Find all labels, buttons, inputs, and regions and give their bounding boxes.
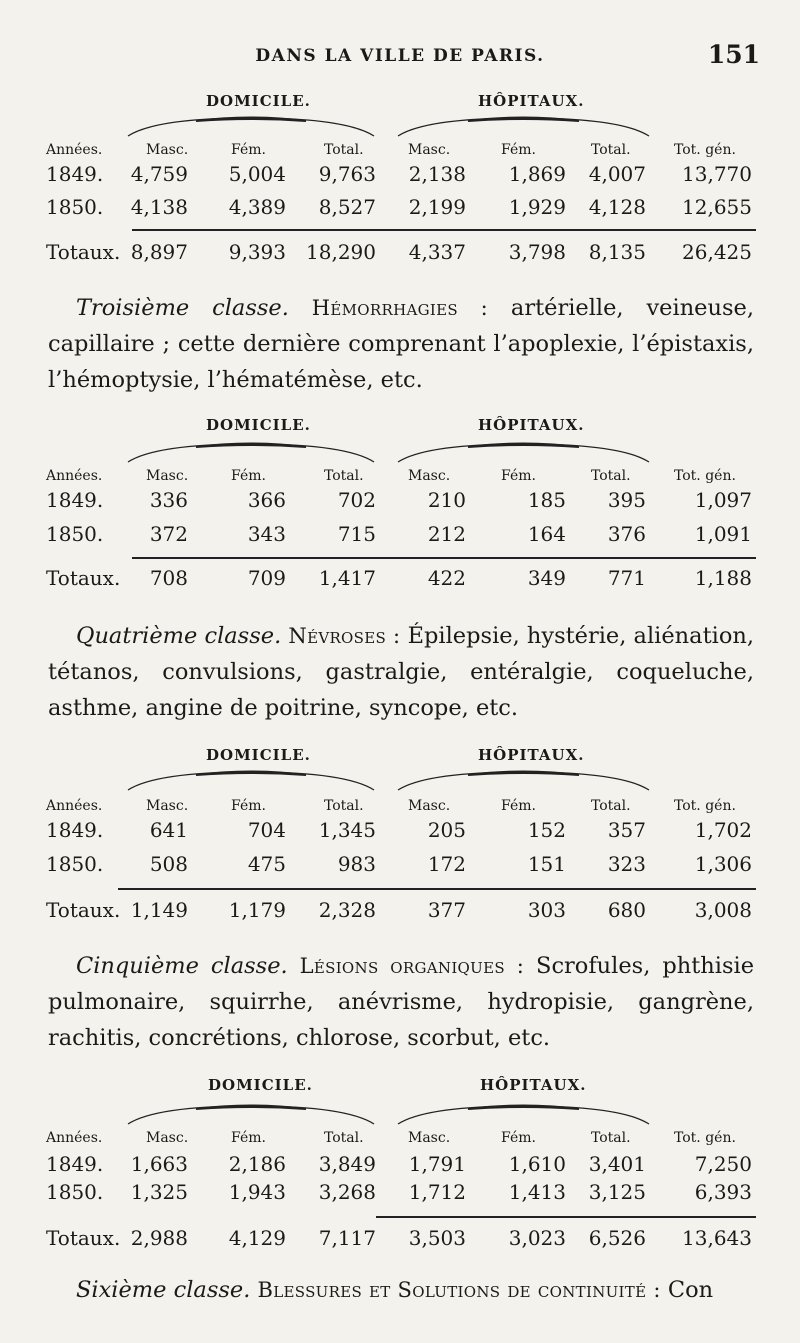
table-cell: 9,393 bbox=[228, 240, 286, 264]
table-cell: 1,413 bbox=[508, 1180, 566, 1204]
table-cell: 376 bbox=[607, 522, 646, 546]
row-year: 1850. bbox=[46, 522, 104, 546]
group-hopitaux: HÔPITAUX. bbox=[478, 416, 585, 434]
class-subject: Hémorrhagies : bbox=[311, 296, 489, 320]
table-cell: 1,702 bbox=[694, 818, 752, 842]
hopitaux-brace bbox=[396, 766, 651, 792]
table-cell: 152 bbox=[527, 818, 566, 842]
column-header-masc: Masc. bbox=[408, 142, 451, 158]
class-description: Épilepsie, hystérie, aliénation, tétanos, convulsions, gastralgie, entéralgie, coqueluche, asthme, angine de poitrine, syncope, etc. bbox=[48, 623, 755, 721]
group-domicile: DOMICILE. bbox=[206, 416, 311, 434]
row-year: 1849. bbox=[46, 488, 104, 512]
column-header-masc: Masc. bbox=[146, 798, 189, 814]
table-cell: 164 bbox=[527, 522, 566, 546]
table-cell: 4,128 bbox=[588, 195, 646, 219]
table-cell: 5,004 bbox=[228, 162, 286, 186]
group-domicile: DOMICILE. bbox=[208, 1076, 313, 1094]
column-header-fem: Fém. bbox=[231, 1130, 266, 1146]
row-year: 1850. bbox=[46, 852, 104, 876]
table-cell: 708 bbox=[149, 566, 188, 590]
table-cell: 8,897 bbox=[130, 240, 188, 264]
running-head bbox=[0, 38, 800, 78]
table-rule bbox=[132, 557, 756, 559]
table-cell: 6,526 bbox=[588, 1226, 646, 1250]
table-cell: 1,188 bbox=[694, 566, 752, 590]
table-cell: 9,763 bbox=[318, 162, 376, 186]
table-cell: 357 bbox=[607, 818, 646, 842]
column-header-fem: Fém. bbox=[231, 468, 266, 484]
table-cell: 4,007 bbox=[588, 162, 646, 186]
column-header-fem: Fém. bbox=[231, 798, 266, 814]
table-cell: 7,117 bbox=[318, 1226, 376, 1250]
table-cell: 172 bbox=[427, 852, 466, 876]
domicile-brace bbox=[126, 1100, 376, 1126]
column-header-fem: Fém. bbox=[231, 142, 266, 158]
table-cell: 4,759 bbox=[130, 162, 188, 186]
group-hopitaux: HÔPITAUX. bbox=[478, 92, 585, 110]
group-hopitaux: HÔPITAUX. bbox=[478, 746, 585, 764]
row-year: 1849. bbox=[46, 1152, 104, 1176]
column-header-total: Total. bbox=[591, 468, 631, 484]
row-year: 1849. bbox=[46, 818, 104, 842]
table-rule bbox=[132, 229, 756, 231]
table-cell: 303 bbox=[527, 898, 566, 922]
mortality-table-3 bbox=[46, 742, 756, 932]
domicile-brace bbox=[126, 112, 376, 138]
domicile-brace bbox=[126, 438, 376, 464]
column-header-masc: Masc. bbox=[408, 1130, 451, 1146]
running-title: DANS LA VILLE DE PARIS. bbox=[255, 46, 545, 66]
table-cell: 377 bbox=[427, 898, 466, 922]
paragraph-quatrieme-classe bbox=[48, 618, 754, 726]
column-header-years: Années. bbox=[46, 798, 103, 814]
table-cell: 680 bbox=[607, 898, 646, 922]
column-header-total: Total. bbox=[591, 1130, 631, 1146]
table-cell: 7,250 bbox=[694, 1152, 752, 1176]
table-cell: 1,417 bbox=[318, 566, 376, 590]
table-rule bbox=[118, 888, 756, 890]
table-cell: 1,149 bbox=[130, 898, 188, 922]
column-header-total: Total. bbox=[324, 1130, 364, 1146]
table-cell: 1,610 bbox=[508, 1152, 566, 1176]
table-cell: 2,988 bbox=[130, 1226, 188, 1250]
table-cell: 26,425 bbox=[682, 240, 752, 264]
column-header-total: Total. bbox=[324, 468, 364, 484]
hopitaux-brace bbox=[396, 112, 651, 138]
class-label: Cinquième classe. bbox=[76, 953, 288, 979]
class-subject: Névroses : bbox=[288, 624, 401, 648]
table-cell: 343 bbox=[247, 522, 286, 546]
table-cell: 1,869 bbox=[508, 162, 566, 186]
table-cell: 336 bbox=[149, 488, 188, 512]
table-cell: 18,290 bbox=[306, 240, 376, 264]
table-cell: 4,129 bbox=[228, 1226, 286, 1250]
table-cell: 422 bbox=[427, 566, 466, 590]
table-rule bbox=[376, 1216, 756, 1218]
table-cell: 349 bbox=[527, 566, 566, 590]
table-cell: 4,389 bbox=[228, 195, 286, 219]
group-hopitaux: HÔPITAUX. bbox=[480, 1076, 587, 1094]
class-description: Con bbox=[667, 1277, 714, 1303]
class-description: artérielle, veineuse, capillaire ; cette dernière comprenant l’apoplexie, l’épistaxis, l’hémoptysie, l’hématémèse, etc. bbox=[48, 295, 754, 393]
table-cell: 1,345 bbox=[318, 818, 376, 842]
paragraph-troisieme-classe bbox=[48, 290, 754, 398]
column-header-masc: Masc. bbox=[408, 798, 451, 814]
table-cell: 702 bbox=[337, 488, 376, 512]
table-cell: 212 bbox=[427, 522, 466, 546]
column-header-grand-total: Tot. gén. bbox=[674, 798, 736, 814]
table-cell: 3,268 bbox=[318, 1180, 376, 1204]
table-cell: 8,527 bbox=[318, 195, 376, 219]
column-header-total: Total. bbox=[324, 798, 364, 814]
table-cell: 4,138 bbox=[130, 195, 188, 219]
row-year: 1850. bbox=[46, 195, 104, 219]
table-cell: 983 bbox=[337, 852, 376, 876]
column-header-fem: Fém. bbox=[501, 1130, 536, 1146]
table-cell: 3,125 bbox=[588, 1180, 646, 1204]
table-cell: 185 bbox=[527, 488, 566, 512]
table-cell: 1,097 bbox=[694, 488, 752, 512]
table-cell: 395 bbox=[607, 488, 646, 512]
table-cell: 1,325 bbox=[130, 1180, 188, 1204]
domicile-brace bbox=[126, 766, 376, 792]
column-header-grand-total: Tot. gén. bbox=[674, 468, 736, 484]
table-cell: 3,798 bbox=[508, 240, 566, 264]
table-cell: 704 bbox=[247, 818, 286, 842]
row-year: 1849. bbox=[46, 162, 104, 186]
mortality-table-2 bbox=[46, 412, 756, 602]
page-number: 151 bbox=[707, 40, 760, 69]
table-cell: 475 bbox=[247, 852, 286, 876]
table-cell: 709 bbox=[247, 566, 286, 590]
table-cell: 12,655 bbox=[682, 195, 752, 219]
totals-label: Totaux. bbox=[46, 566, 121, 590]
table-cell: 1,663 bbox=[130, 1152, 188, 1176]
totals-label: Totaux. bbox=[46, 240, 121, 264]
column-header-masc: Masc. bbox=[146, 142, 189, 158]
table-cell: 13,770 bbox=[682, 162, 752, 186]
column-header-masc: Masc. bbox=[408, 468, 451, 484]
class-label: Quatrième classe. bbox=[76, 623, 282, 649]
hopitaux-brace bbox=[396, 1100, 651, 1126]
group-domicile: DOMICILE. bbox=[206, 92, 311, 110]
table-cell: 2,138 bbox=[408, 162, 466, 186]
column-header-masc: Masc. bbox=[146, 1130, 189, 1146]
mortality-table-1 bbox=[46, 88, 756, 278]
totals-label: Totaux. bbox=[46, 898, 121, 922]
column-header-years: Années. bbox=[46, 468, 103, 484]
table-cell: 1,943 bbox=[228, 1180, 286, 1204]
paragraph-sixieme-classe bbox=[48, 1272, 754, 1308]
table-cell: 151 bbox=[527, 852, 566, 876]
table-cell: 3,008 bbox=[694, 898, 752, 922]
table-cell: 508 bbox=[149, 852, 188, 876]
table-cell: 715 bbox=[337, 522, 376, 546]
column-header-total: Total. bbox=[591, 142, 631, 158]
table-cell: 1,929 bbox=[508, 195, 566, 219]
table-cell: 1,091 bbox=[694, 522, 752, 546]
table-cell: 641 bbox=[149, 818, 188, 842]
table-cell: 205 bbox=[427, 818, 466, 842]
table-cell: 3,849 bbox=[318, 1152, 376, 1176]
row-year: 1850. bbox=[46, 1180, 104, 1204]
table-cell: 210 bbox=[427, 488, 466, 512]
column-header-grand-total: Tot. gén. bbox=[674, 1130, 736, 1146]
paragraph-cinquieme-classe bbox=[48, 948, 754, 1056]
class-label: Troisième classe. bbox=[76, 295, 289, 321]
class-subject: Lésions organiques : bbox=[299, 954, 525, 978]
table-cell: 1,179 bbox=[228, 898, 286, 922]
table-cell: 13,643 bbox=[682, 1226, 752, 1250]
table-cell: 2,186 bbox=[228, 1152, 286, 1176]
mortality-table-4 bbox=[46, 1072, 756, 1262]
totals-label: Totaux. bbox=[46, 1226, 121, 1250]
class-label: Sixième classe. bbox=[76, 1277, 251, 1303]
hopitaux-brace bbox=[396, 438, 651, 464]
table-cell: 323 bbox=[607, 852, 646, 876]
table-cell: 1,712 bbox=[408, 1180, 466, 1204]
column-header-years: Années. bbox=[46, 1130, 103, 1146]
column-header-fem: Fém. bbox=[501, 798, 536, 814]
column-header-fem: Fém. bbox=[501, 468, 536, 484]
column-header-years: Années. bbox=[46, 142, 103, 158]
class-description: Scrofules, phthisie pulmonaire, squirrhe, anévrisme, hydropisie, gangrène, rachitis, concrétions, chlorose, scorbut, etc. bbox=[48, 953, 755, 1051]
column-header-total: Total. bbox=[324, 142, 364, 158]
table-cell: 366 bbox=[247, 488, 286, 512]
table-cell: 3,023 bbox=[508, 1226, 566, 1250]
column-header-total: Total. bbox=[591, 798, 631, 814]
table-cell: 3,401 bbox=[588, 1152, 646, 1176]
table-cell: 8,135 bbox=[588, 240, 646, 264]
column-header-fem: Fém. bbox=[501, 142, 536, 158]
table-cell: 2,199 bbox=[408, 195, 466, 219]
table-cell: 372 bbox=[149, 522, 188, 546]
column-header-masc: Masc. bbox=[146, 468, 189, 484]
table-cell: 771 bbox=[607, 566, 646, 590]
group-domicile: DOMICILE. bbox=[206, 746, 311, 764]
table-cell: 6,393 bbox=[694, 1180, 752, 1204]
table-cell: 1,791 bbox=[408, 1152, 466, 1176]
class-subject: Blessures et Solutions de continuité : bbox=[257, 1278, 661, 1302]
column-header-grand-total: Tot. gén. bbox=[674, 142, 736, 158]
table-cell: 4,337 bbox=[408, 240, 466, 264]
table-cell: 3,503 bbox=[408, 1226, 466, 1250]
table-cell: 1,306 bbox=[694, 852, 752, 876]
table-cell: 2,328 bbox=[318, 898, 376, 922]
